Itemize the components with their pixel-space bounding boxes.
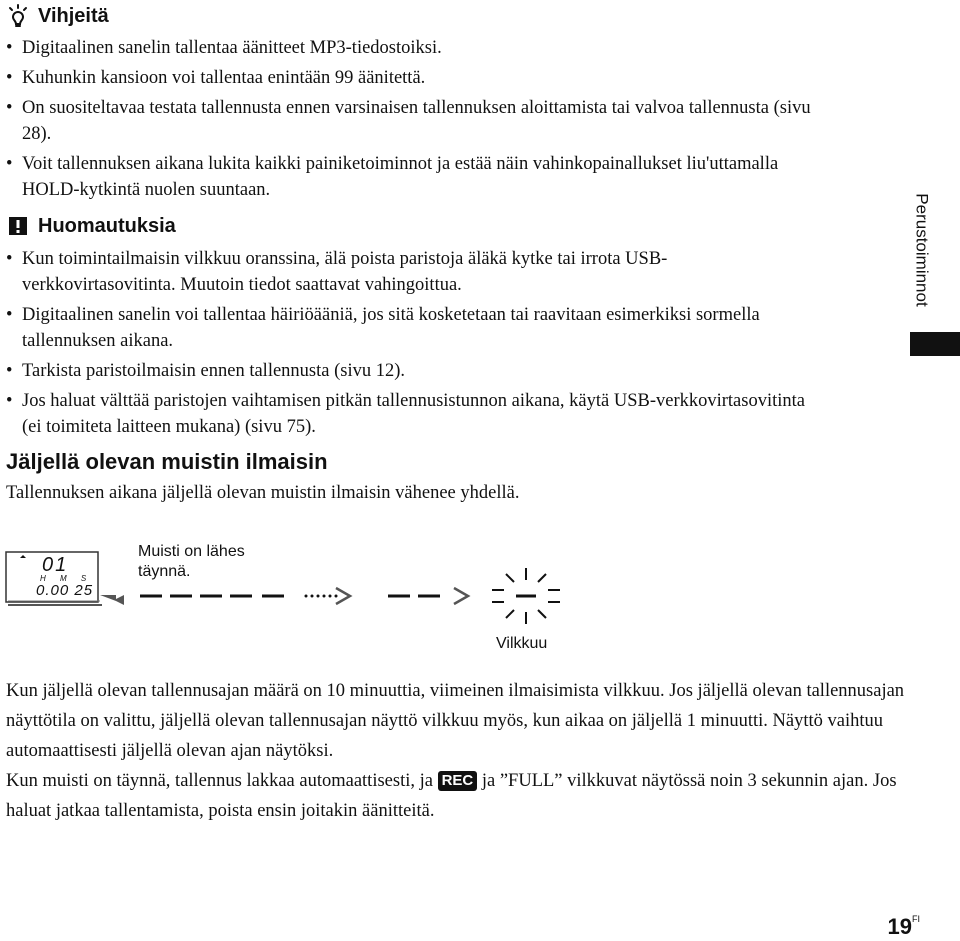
tips-list: [6, 35, 816, 207]
page-number: $19^{FI}$: [887, 914, 920, 939]
callout-blink: Vilkkuu: [496, 635, 548, 652]
paragraph: Kun muisti on täynnä, tallennus lakkaa automaattisesti, ja REC ja ”FULL” vilkkuvat näytössä noin 3 sekunnin ajan. Jos haluat jatkaa tallentamista, poista ensin joitakin äänitteitä.: [6, 771, 897, 821]
notes-list: [6, 246, 816, 444]
memory-indicator-figure: [0, 530, 900, 660]
section-title: Jäljellä olevan muistin ilmaisin: [6, 449, 328, 474]
arrow-icon: [454, 588, 468, 604]
tips-heading: [6, 4, 109, 28]
paragraph: Kun jäljellä olevan tallennusajan määrä on 10 minuuttia, viimeinen ilmaisimista vilkkuu. Jos jäljellä olevan tallennusajan näyttötila on valittu, jäljellä olevan tallennusajan näyttö vilkkuu myös, kun aikaa on jäljellä 1 minuutti. Näyttö vaihtuu automaattisesti jäljellä olevan ajan näytöksi.: [6, 681, 905, 761]
dotted-continuation: [305, 595, 338, 598]
arrow-icon: [100, 595, 124, 605]
body-text: [6, 676, 936, 826]
notes-heading: [6, 214, 176, 238]
list-item: • Kuhunkin kansioon voi tallentaa enintään 99 äänitettä.: [6, 65, 816, 91]
tips-heading-text: Vihjeitä: [38, 4, 109, 27]
list-item: • Voit tallennuksen aikana lukita kaikki painiketoiminnot ja estää näin vahinkopainallukset liu'uttamalla HOLD-kytkintä nuolen suuntaan.: [6, 151, 816, 203]
lcd-time: 0.00 25: [36, 582, 94, 599]
callout-memory-full: Muisti on lähes täynnä.: [138, 543, 245, 580]
list-item: • Jos haluat välttää paristojen vaihtamisen pitkän tallennusistunnon aikana, käytä USB-verkkovirtasovitinta (ei toimiteta laitteen mukana) (sivu 75).: [6, 388, 816, 440]
side-tab-marker: [910, 332, 960, 356]
list-item: • Digitaalinen sanelin voi tallentaa häiriöääniä, jos sitä kosketetaan tai raavitaan esimerkiksi sormella tallennuksen aikana.: [6, 302, 816, 354]
lcd-units: H M S: [40, 574, 93, 583]
side-tab-label: Perustoiminnot: [913, 193, 933, 307]
warning-icon: [6, 214, 30, 238]
lcd-folder-number: 01: [42, 554, 69, 576]
lightbulb-icon: [6, 4, 30, 28]
rec-icon: REC: [438, 771, 478, 791]
list-item: • On suositeltavaa testata tallennusta ennen varsinaisen tallennuksen aloittamista tai valvoa tallennusta (sivu 28).: [6, 95, 816, 147]
arrow-icon: [336, 588, 350, 604]
mic-icon: [20, 555, 26, 558]
section-intro: Tallennuksen aikana jäljellä olevan muistin ilmaisin vähenee yhdellä.: [6, 483, 520, 503]
list-item: • Digitaalinen sanelin tallentaa äänitteet MP3-tiedostoiksi.: [6, 35, 816, 61]
list-item: • Tarkista paristoilmaisin ennen tallennusta (sivu 12).: [6, 358, 816, 384]
notes-heading-text: Huomautuksia: [38, 214, 176, 237]
blinking-segment-icon: [492, 568, 560, 624]
list-item: • Kun toimintailmaisin vilkkuu oranssina, älä poista paristoja äläkä kytke tai irrota USB-verkkovirtasovitinta. Muutoin tiedot saattavat vahingoittua.: [6, 246, 816, 298]
